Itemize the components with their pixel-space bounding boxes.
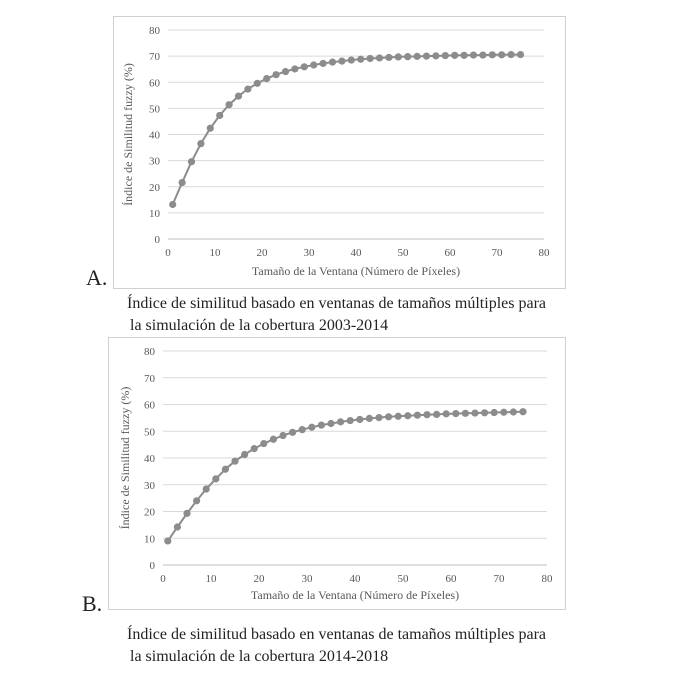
chart-a-y-tick-label: 60 <box>149 77 160 90</box>
chart-a-x-tick-label: 80 <box>538 247 550 259</box>
chart-a-data-point <box>320 60 327 67</box>
chart-a-data-point <box>244 85 251 92</box>
chart-a-data-point <box>329 59 336 66</box>
chart-b-data-point <box>251 445 258 452</box>
chart-b-data-point <box>452 410 459 417</box>
chart-b-data-point <box>433 411 440 418</box>
chart-a-data-point <box>207 125 214 132</box>
chart-b-plot <box>109 338 565 609</box>
chart-a-data-point <box>367 55 374 62</box>
chart-b-data-point <box>289 429 296 436</box>
chart-a-data-point <box>432 52 439 59</box>
chart-a-x-tick-label: 30 <box>303 247 315 259</box>
chart-b-data-point <box>375 414 382 421</box>
chart-a-data-point <box>489 51 496 58</box>
chart-a-x-tick-label: 50 <box>397 247 409 259</box>
chart-b-data-point <box>260 440 267 447</box>
caption-b-line-2: la simulación de la cobertura 2014-2018 <box>130 648 389 665</box>
chart-a-data-point <box>169 201 176 208</box>
chart-a-data-point <box>273 71 280 78</box>
caption-b-line-1: Índice de similitud basado en ventanas de tamaños múltiples para <box>127 626 546 643</box>
chart-b-data-point <box>279 432 286 439</box>
chart-b-data-point <box>471 409 478 416</box>
chart-a-x-tick-label: 60 <box>444 247 456 259</box>
chart-b-y-axis-title: Índice de Similitud fuzzy (%) <box>118 386 132 530</box>
chart-b-data-point <box>481 409 488 416</box>
chart-b-y-tick-label: 30 <box>144 479 155 492</box>
chart-b-data-point <box>270 436 277 443</box>
caption-b <box>127 624 546 668</box>
chart-a-data-point <box>216 112 223 119</box>
chart-a-data-point <box>498 51 505 58</box>
chart-b-data-point <box>193 497 200 504</box>
chart-a-x-axis-title: Tamaño de la Ventana (Número de Píxeles) <box>251 264 461 278</box>
chart-b-data-point <box>356 416 363 423</box>
chart-b-data-point <box>222 466 229 473</box>
chart-b-y-tick-label: 10 <box>144 533 155 546</box>
caption-a-line-1: Índice de similitud basado en ventanas de tamaños múltiples para <box>127 295 546 312</box>
chart-b-data-point <box>395 413 402 420</box>
chart-b-y-tick-label: 60 <box>144 399 155 412</box>
chart-b-data-point <box>462 410 469 417</box>
chart-b-data-point <box>231 458 238 465</box>
chart-b-x-tick-label: 60 <box>445 573 457 585</box>
chart-b-data-point <box>385 413 392 420</box>
caption-a-line-2: la simulación de la cobertura 2003-2014 <box>130 317 389 334</box>
chart-b-data-point <box>491 409 498 416</box>
chart-b-y-tick-label: 0 <box>149 560 155 572</box>
chart-b-data-point <box>337 418 344 425</box>
chart-a-data-point <box>291 65 298 72</box>
chart-b-data-point <box>510 408 517 415</box>
chart-a-data-point <box>414 53 421 60</box>
chart-a-data-point <box>254 80 261 87</box>
chart-a-x-tick-label: 70 <box>491 247 503 259</box>
chart-b-data-point <box>366 415 373 422</box>
chart-b-y-tick-label: 50 <box>144 426 155 439</box>
chart-a-data-point <box>385 54 392 61</box>
chart-a-y-axis-title: Índice de Similitud fuzzy (%) <box>121 63 135 206</box>
chart-b-data-point <box>174 523 181 530</box>
chart-a-data-point <box>179 179 186 186</box>
chart-a-plot <box>114 17 565 288</box>
chart-a-y-tick-label: 0 <box>154 234 160 246</box>
chart-b-data-point <box>347 417 354 424</box>
chart-a-data-point <box>423 53 430 60</box>
chart-b-x-tick-label: 40 <box>349 573 361 585</box>
chart-b-y-tick-label: 80 <box>144 346 155 358</box>
chart-a-data-point <box>470 51 477 58</box>
chart-a-data-point <box>461 52 468 59</box>
chart-a-series-line <box>173 55 521 205</box>
chart-b-data-point <box>500 409 507 416</box>
chart-b-data-point <box>308 424 315 431</box>
chart-b-x-tick-label: 70 <box>493 573 505 585</box>
chart-b-y-tick-label: 40 <box>144 453 155 465</box>
chart-a-data-point <box>226 101 233 108</box>
chart-b-data-point <box>299 426 306 433</box>
chart-a-data-point <box>188 158 195 165</box>
chart-a-x-tick-label: 40 <box>350 247 362 259</box>
chart-a-x-tick-label: 10 <box>209 247 221 259</box>
chart-a-data-point <box>348 56 355 63</box>
chart-b-data-point <box>203 485 210 492</box>
chart-a-y-tick-label: 70 <box>149 51 160 64</box>
chart-a-data-point <box>442 52 449 59</box>
chart-b-x-tick-label: 50 <box>397 573 409 585</box>
chart-b-y-tick-label: 70 <box>144 372 155 385</box>
chart-a-data-point <box>404 53 411 60</box>
chart-a-y-tick-label: 50 <box>149 103 160 116</box>
chart-a-data-point <box>479 51 486 58</box>
chart-b-data-point <box>423 411 430 418</box>
chart-b-data-point <box>414 412 421 419</box>
chart-b-data-point <box>318 421 325 428</box>
chart-a-data-point <box>395 53 402 60</box>
chart-a-data-point <box>517 51 524 58</box>
chart-b-y-tick-label: 20 <box>144 506 155 519</box>
chart-a-y-tick-label: 10 <box>149 207 160 220</box>
chart-b-x-tick-label: 80 <box>541 573 553 585</box>
chart-b-data-point <box>183 510 190 517</box>
chart-b-frame <box>108 337 566 610</box>
chart-a-data-point <box>263 75 270 82</box>
chart-b-x-axis-title: Tamaño de la Ventana (Número de Píxeles) <box>250 588 460 602</box>
caption-a <box>127 293 546 337</box>
chart-a-x-tick-label: 0 <box>165 247 171 259</box>
chart-b-data-point <box>241 451 248 458</box>
chart-a-x-tick-label: 20 <box>256 247 268 259</box>
chart-a-y-tick-label: 40 <box>149 129 160 142</box>
chart-a-data-point <box>197 140 204 147</box>
chart-b-x-tick-label: 10 <box>205 573 217 585</box>
chart-a-data-point <box>282 68 289 75</box>
chart-a-frame <box>113 16 566 289</box>
chart-a-data-point <box>301 63 308 70</box>
chart-a-data-point <box>338 57 345 64</box>
panel-label-a: A. <box>86 265 108 290</box>
chart-a-data-point <box>310 61 317 68</box>
panel-label-b: B. <box>82 591 103 616</box>
chart-a-y-tick-label: 80 <box>149 25 160 37</box>
chart-a-data-point <box>451 52 458 59</box>
chart-a-data-point <box>357 56 364 63</box>
chart-b-x-tick-label: 20 <box>253 573 265 585</box>
chart-b-data-point <box>443 410 450 417</box>
chart-b-x-tick-label: 30 <box>301 573 313 585</box>
chart-b-data-point <box>404 412 411 419</box>
chart-a-data-point <box>376 54 383 61</box>
chart-b-x-tick-label: 0 <box>160 573 166 585</box>
chart-a-y-tick-label: 20 <box>149 181 160 194</box>
chart-b-data-point <box>327 420 334 427</box>
chart-b-data-point <box>519 408 526 415</box>
chart-b-data-point <box>164 537 171 544</box>
chart-a-y-tick-label: 30 <box>149 155 160 168</box>
chart-a-data-point <box>235 92 242 99</box>
chart-a-data-point <box>508 51 515 58</box>
chart-b-data-point <box>212 475 219 482</box>
